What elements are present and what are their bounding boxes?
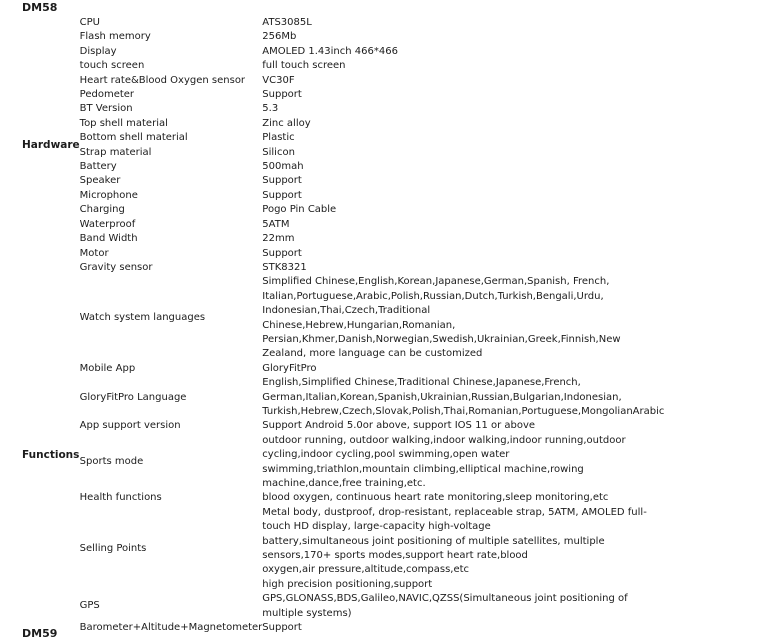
- spec-row: [22, 376, 664, 419]
- spec-value-line: GPS,GLONASS,BDS,Galileo,NAVIC,QZSS(Simultaneous joint positioning of: [262, 593, 628, 605]
- spec-label: BT Version: [79, 103, 133, 115]
- spec-value-line: Persian,Khmer,Danish,Norwegian,Swedish,Ukrainian,Greek,Finnish,New: [262, 333, 621, 345]
- spec-label: Bottom shell material: [79, 132, 188, 144]
- next-model-title: DM59: [22, 627, 58, 640]
- spec-value: [262, 247, 664, 261]
- spec-value: [262, 102, 664, 116]
- spec-label: Strap material: [79, 146, 152, 158]
- spec-row: [22, 131, 664, 145]
- spec-label: Waterproof: [79, 218, 136, 230]
- spec-value-line: machine,dance,free training,etc.: [262, 478, 426, 489]
- spec-value-line: Silicon: [262, 146, 295, 158]
- spec-value-line: cycling,indoor cycling,pool swimming,open water: [262, 449, 510, 461]
- spec-row: [22, 218, 664, 232]
- spec-row: [22, 174, 664, 188]
- spec-row: [22, 59, 664, 73]
- spec-value-line: Simplified Chinese,English,Korean,Japanese,German,Spanish, French,: [262, 276, 610, 288]
- spec-value-line: Zealand, more language can be customized: [262, 348, 483, 360]
- spec-value-line: Support: [262, 622, 302, 634]
- spec-label: Speaker: [79, 175, 121, 187]
- spec-value: [262, 117, 664, 131]
- spec-label: Flash memory: [79, 31, 151, 43]
- spec-row: [22, 160, 664, 174]
- spec-value-line: Italian,Portuguese,Arabic,Polish,Russian,Dutch,Turkish,Bengali,Urdu,: [262, 290, 604, 302]
- spec-label: Selling Points: [79, 542, 147, 554]
- spec-value-line: Support: [262, 247, 302, 259]
- spec-value-line: Turkish,Hebrew,Czech,Slovak,Polish,Thai,Romanian,Portuguese,MongolianArabic: [262, 405, 665, 417]
- spec-row: [22, 592, 664, 621]
- spec-value-line: English,Simplified Chinese,Traditional Chinese,Japanese,French,: [262, 377, 581, 389]
- spec-value: [262, 419, 664, 433]
- spec-label: GPS: [79, 600, 100, 612]
- spec-value-line: German,Italian,Korean,Spanish,Ukrainian,Russian,Bulgarian,Indonesian,: [262, 391, 622, 403]
- spec-value-line: Support: [262, 89, 302, 101]
- spec-value: [262, 30, 664, 44]
- spec-value-line: ATS3085L: [262, 17, 312, 28]
- spec-value-line: 22mm: [262, 233, 295, 245]
- spec-row: [22, 506, 664, 592]
- spec-value-line: swimming,triathlon,mountain climbing,elliptical machine,rowing: [262, 463, 584, 475]
- spec-label: Health functions: [79, 492, 162, 504]
- spec-row: [22, 88, 664, 102]
- spec-value-line: Chinese,Hebrew,Hungarian,Romanian,: [262, 319, 456, 331]
- spec-value: [262, 189, 664, 203]
- section-label-hardware: Hardware: [22, 139, 80, 152]
- spec-row: [22, 247, 664, 261]
- spec-value: [262, 160, 664, 174]
- spec-value-line: Zinc alloy: [262, 117, 311, 129]
- spec-value: [262, 203, 664, 217]
- spec-value-line: blood oxygen, continuous heart rate monitoring,sleep monitoring,etc: [262, 492, 609, 504]
- spec-value-line: VC30F: [262, 74, 295, 86]
- spec-label: GloryFitPro Language: [79, 391, 187, 403]
- spec-label: Barometer+Altitude+Magnetometer: [79, 622, 263, 634]
- spec-value-line: outdoor running, outdoor walking,indoor walking,indoor running,outdoor: [262, 434, 626, 446]
- spec-value: [262, 376, 664, 419]
- spec-value-line: Metal body, dustproof, drop-resistant, replaceable strap, 5ATM, AMOLED full-: [262, 506, 647, 518]
- spec-row: [22, 30, 664, 44]
- spec-row: [22, 189, 664, 203]
- spec-row: [22, 203, 664, 217]
- spec-label: Mobile App: [79, 362, 136, 374]
- spec-label: Watch system languages: [79, 312, 206, 324]
- spec-value-line: oxygen,air pressure,altitude,compass,etc: [262, 564, 470, 576]
- spec-value: [262, 592, 664, 621]
- spec-value-line: sensors,170+ sports modes,support heart rate,blood: [262, 550, 528, 562]
- spec-value-line: AMOLED 1.43inch 466*466: [262, 45, 398, 57]
- spec-row: [22, 419, 664, 433]
- spec-value-line: Support: [262, 175, 302, 187]
- spec-value: [262, 232, 664, 246]
- spec-row: [22, 45, 664, 59]
- spec-value-line: high precision positioning,support: [262, 578, 433, 590]
- spec-label: Pedometer: [79, 89, 135, 101]
- spec-value-line: Support Android 5.0or above, support IOS 11 or above: [262, 420, 536, 432]
- spec-value: [262, 74, 664, 88]
- spec-value-line: 500mah: [262, 161, 304, 173]
- spec-row: [22, 16, 664, 30]
- spec-table: [22, 16, 664, 635]
- spec-row: [22, 261, 664, 275]
- spec-value: [262, 16, 664, 30]
- spec-value-line: Support: [262, 189, 302, 201]
- spec-row: [22, 74, 664, 88]
- spec-value-line: Pogo Pin Cable: [262, 204, 337, 216]
- spec-label: Battery: [79, 161, 117, 173]
- spec-value: [262, 218, 664, 232]
- spec-value-line: STK8321: [262, 261, 307, 273]
- spec-value: [262, 275, 664, 361]
- spec-value: [262, 491, 664, 505]
- spec-row: [22, 621, 664, 635]
- spec-value: [262, 174, 664, 188]
- spec-label: Motor: [79, 247, 109, 259]
- spec-value-line: full touch screen: [262, 60, 346, 72]
- spec-label: Gravity sensor: [79, 261, 153, 273]
- spec-value-line: touch HD display, large-capacity high-voltage: [262, 521, 491, 533]
- spec-value: [262, 59, 664, 73]
- spec-value-line: battery,simultaneous joint positioning of multiple satellites, multiple: [262, 535, 605, 547]
- spec-row: [22, 232, 664, 246]
- spec-label: Heart rate&Blood Oxygen sensor: [79, 74, 246, 86]
- spec-value: [262, 88, 664, 102]
- spec-label: Top shell material: [79, 117, 168, 129]
- spec-value-line: multiple systems): [262, 607, 352, 619]
- spec-value: [262, 261, 664, 275]
- spec-value: [262, 506, 664, 592]
- spec-row: [22, 117, 664, 131]
- spec-value: [262, 146, 664, 160]
- spec-row: [22, 146, 664, 160]
- spec-table-body: [22, 16, 664, 635]
- spec-label: Microphone: [79, 189, 138, 201]
- model-title: DM58: [22, 1, 58, 14]
- spec-value: [262, 434, 664, 492]
- spec-label: Display: [79, 45, 117, 57]
- spec-row: [22, 362, 664, 376]
- spec-row: [22, 491, 664, 505]
- spec-value: [262, 131, 664, 145]
- spec-value: [262, 45, 664, 59]
- spec-value-line: 5.3: [262, 103, 279, 115]
- spec-label: Sports mode: [79, 456, 144, 468]
- spec-value-line: 256Mb: [262, 31, 297, 43]
- spec-value-line: 5ATM: [262, 218, 290, 230]
- spec-label: Band Width: [79, 233, 138, 245]
- spec-value-line: Plastic: [262, 132, 295, 144]
- spec-label: App support version: [79, 420, 181, 432]
- spec-value: [262, 362, 664, 376]
- section-label-functions: Functions: [22, 449, 80, 462]
- spec-row: [22, 275, 664, 361]
- spec-label: CPU: [79, 17, 100, 28]
- spec-value-line: Indonesian,Thai,Czech,Traditional: [262, 305, 431, 317]
- spec-row: [22, 102, 664, 116]
- spec-row: [22, 434, 664, 492]
- spec-label: touch screen: [79, 60, 145, 72]
- spec-label: Charging: [79, 204, 125, 216]
- spec-value: [262, 621, 664, 635]
- spec-value-line: GloryFitPro: [262, 362, 317, 374]
